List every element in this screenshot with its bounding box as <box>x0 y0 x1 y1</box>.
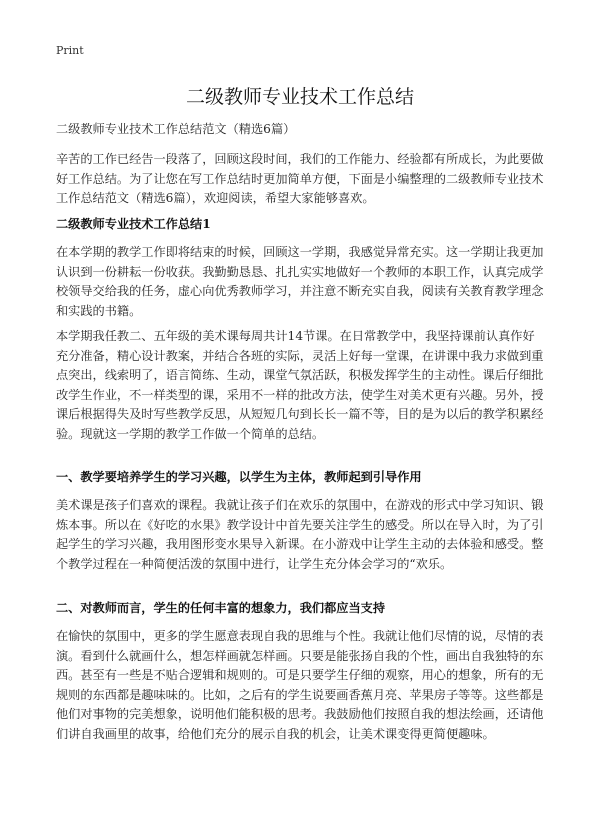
section2-paragraph: 美术课是孩子们喜欢的课程。我就让孩子们在欢乐的氛围中，在游戏的形式中学习知识、锻炼本事。所以在《好吃的水果》教学设计中首先要关注学生的感受。所以在导入时，为了引起学生的学习兴趣，我用图形变水果导入新课。在小游戏中让学生主动的去体验和感受。整个教学过程在一种简便活泼的氛围中进行，让学生充分体会学习的“欢乐。 <box>56 498 544 571</box>
intro-paragraph: 辛苦的工作已经告一段落了，回顾这段时间，我们的工作能力、经验都有所成长，为此要做好工作总结。为了让您在写工作总结时更加简单方便，下面是小编整理的二级教师专业技术工作总结范文（精选6篇），欢迎阅读，希望大家能够喜欢。 <box>56 152 544 205</box>
section2-heading: 一、教学要培养学生的学习兴趣，以学生为主体，教师起到引导作用 <box>56 470 422 484</box>
document-subtitle: 二级教师专业技术工作总结范文（精选6篇） <box>56 122 296 136</box>
page-title: 二级教师专业技术工作总结 <box>185 86 414 108</box>
section1-paragraph-1: 在本学期的教学工作即将结束的时候，回顾这一学期，我感觉异常充实。这一学期让我更加认识到一份耕耘一份收获。我勤勤恳恳、扎扎实实地做好一个教师的本职工作，认真完成学校领导交给我的任务，虚心向优秀教师学习，并注意不断充实自我，阅读有关教育教学理念和实践的书籍。 <box>56 245 544 318</box>
section3-heading: 二、对教师而言，学生的任何丰富的想象力，我们都应当支持 <box>56 601 386 615</box>
section1-heading: 二级教师专业技术工作总结1 <box>56 217 211 231</box>
section1-paragraph-2: 本学期我任教二、五年级的美术课每周共计14节课。在日常教学中，我坚持课前认真作好充分准备，精心设计教案，并结合各班的实际，灵活上好每一堂课，在讲课中我力求做到重点突出，线索明了，语言简练、生动，课堂气氛活跃，积极发挥学生的主动性。课后仔细批改学生作业，不一样类型的课，采用不一样的批改方法，使学生对美术更有兴趣。另外，授课后根据得失及时写些教学反思，从短短几句到长长一篇不等，目的是为以后的教学积累经验。现就这一学期的教学工作做一个简单的总结。 <box>56 329 544 441</box>
print-label[interactable]: Print <box>56 44 84 57</box>
section3-paragraph: 在愉快的氛围中，更多的学生愿意表现自我的思维与个性。我就让他们尽情的说，尽情的表演。看到什么就画什么，想怎样画就怎样画。只要是能张扬自我的个性，画出自我独特的东西。甚至有一些是不贴合逻辑和规则的。可是只要学生仔细的观察，用心的想象，所有的无规则的东西都是趣味味的。比如，之后有的学生说要画香蕉月亮、苹果房子等等。这些都是他们对事物的完美想象，说明他们能积极的思考。我鼓励他们按照自我的想法绘画，还请他们讲自我画里的故事，给他们充分的展示自我的机会，让美术课变得更简便趣味。 <box>56 629 544 741</box>
